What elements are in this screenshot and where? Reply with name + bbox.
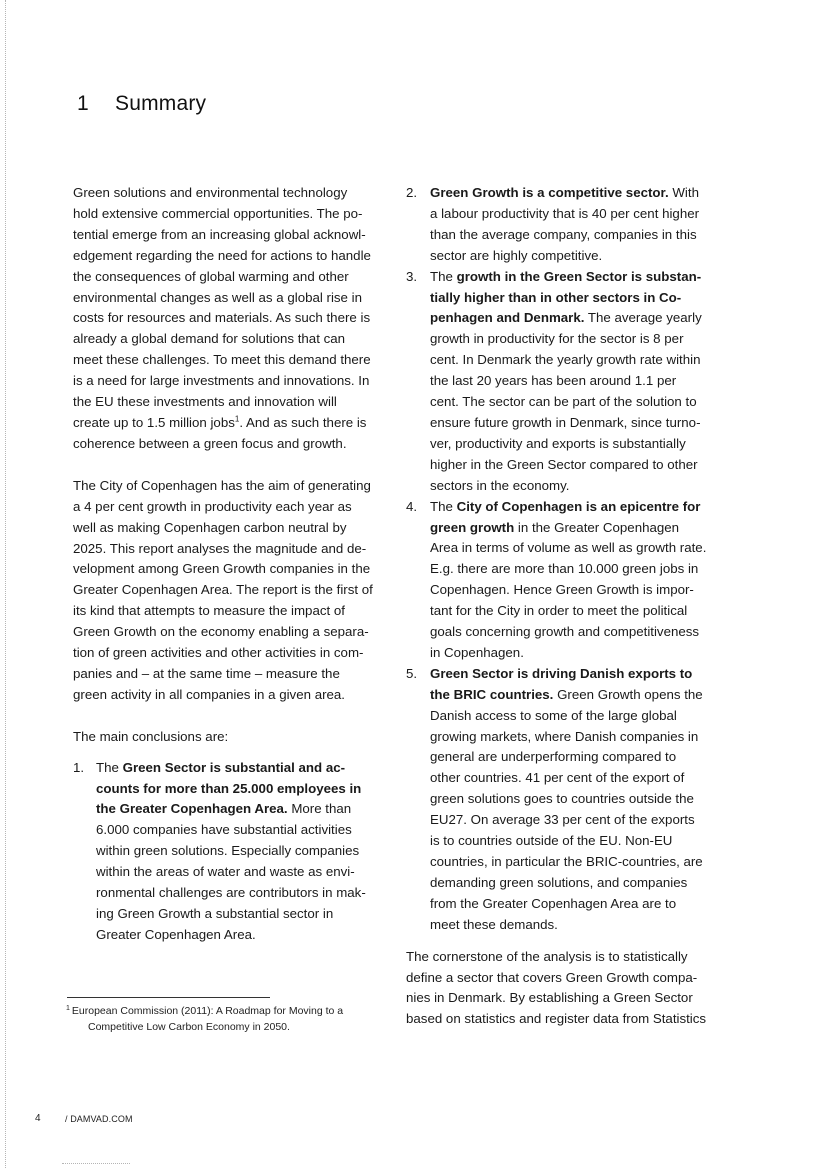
item-text: The average yearly growth in productivity for the sector is 8 per cent. In Denmark the yearly growth rate within the last 20 years has been around 1.1 per cent. The sector can be part of the solution to ensure future growth in Denmark, since turno- ver, productivity and exports is substantially higher in the Green Sector compared to other sectors in the economy. [430,310,702,493]
list-item [73,758,391,946]
intro-text: Green solutions and environmental technology hold extensive commercial opportunities. The po- tential emerge from an increasing global acknowl- edgement regarding the need for actions to handle the consequences of global warming and other environmental changes as well as a global rise in costs for resources and materials. As such there is already a global demand for solutions that can meet these challenges. To meet this demand there is a need for large investments and innovations. In the EU these investments and innovation will create up to 1.5 million jobs [73,185,371,430]
list-item [406,267,726,497]
cornerstone-paragraph: The cornerstone of the analysis is to statistically define a sector that covers Green Growth compa- nies in Denmark. By establishing a Green Sector based on statistics and register data from Statistics [406,948,707,1027]
left-column [73,183,391,946]
item-text: More than 6.000 companies have substantial activities within green solutions. Especially companies within the areas of water and waste as envi- ronmental challenges are contributors in mak- ing Green Growth a substantial sector in Greater Copenhagen Area. [96,801,366,942]
item-highlight: Green Sector is driving Danish exports to the BRIC countries. [430,665,693,702]
item-lead: The [430,268,457,284]
footer-site: / DAMVAD.COM [65,1114,133,1124]
list-item-body [430,183,726,267]
footnote-mark: 1 [66,1004,70,1012]
item-lead: The [430,498,457,514]
item-highlight: Green Growth is a competitive sector. [430,185,669,200]
footnote-ref: 1 [234,414,240,424]
item-highlight: City of Copenhagen is an epicentre for green growth [430,498,701,535]
conclusions-lead: The main conclusions are: [73,728,229,744]
intro-text-end: . And as such there is coherence between a green focus and growth. [73,414,367,451]
page-number: 4 [35,1113,41,1124]
footnote-divider [67,997,270,998]
list-item [406,664,726,936]
intro-paragraph [73,183,391,455]
list-item [406,497,726,664]
footnote-line-2: Competitive Low Carbon Economy in 2050. [88,1020,290,1033]
list-item-body [430,497,726,664]
section-heading [77,92,206,116]
section-number: 1 [77,92,89,115]
footnote [66,1004,386,1035]
list-item-body [430,267,726,497]
list-item-number: 5. [406,665,418,681]
page-edge-bottom [62,1163,130,1164]
footnote-line-1: European Commission (2011): A Roadmap for Moving to a [71,1005,344,1017]
item-text: Green Growth opens the Danish access to some of the large global growing markets, where Danish companies in general are underperforming compared to other countries. 41 per cent of the export of green solutions goes to countries outside the EU27. On average 33 per cent of the exports is to countries outside of the EU. Non-EU countries, in particular the BRIC-countries, are demanding green solutions, and companies from the Greater Copenhagen Area are to meet these demands. [430,686,703,932]
item-text: in the Greater Copenhagen Area in terms of volume as well as growth rate. E.g. there are more than 10.000 green jobs in Copenhagen. Hence Green Growth is impor- tant for the City in order to meet the political goals concerning growth and competitiveness in Copenhagen. [430,519,707,660]
aim-paragraph: The City of Copenhagen has the aim of generating a 4 per cent growth in productivity each year as well as making Copenhagen carbon neutral by 2025. This report analyses the magnitude and de- velopment among Green Growth companies in the Greater Copenhagen Area. The report is the first of its kind that attempts to measure the impact of Green Growth on the economy enabling a separa- tion of green activities and other activities in com- panies and – at the same time – measure the green activity in all companies in a given area. [73,477,373,702]
right-column [406,183,726,1030]
item-lead: The [96,759,123,775]
list-item-number: 4. [406,498,418,514]
list-item-number: 2. [406,185,418,200]
list-item-number: 1. [73,759,85,775]
section-title: Summary [115,92,207,115]
item-highlight: Green Sector is substantial and ac- counts for more than 25.000 employees in the Greater Copenhagen Area. [96,759,362,817]
item-text: With a labour productivity that is 40 per cent higher than the average company, companies in this sector are highly competitive. [430,185,700,263]
conclusion-list-left [73,758,391,946]
list-item-body [96,758,391,946]
list-item-body [430,664,726,936]
list-item-number: 3. [406,268,418,284]
item-highlight: growth in the Green Sector is substan- tially higher than in other sectors in Co- penhagen and Denmark. [430,268,702,326]
list-item [406,183,726,267]
page-edge-left [5,0,6,1168]
